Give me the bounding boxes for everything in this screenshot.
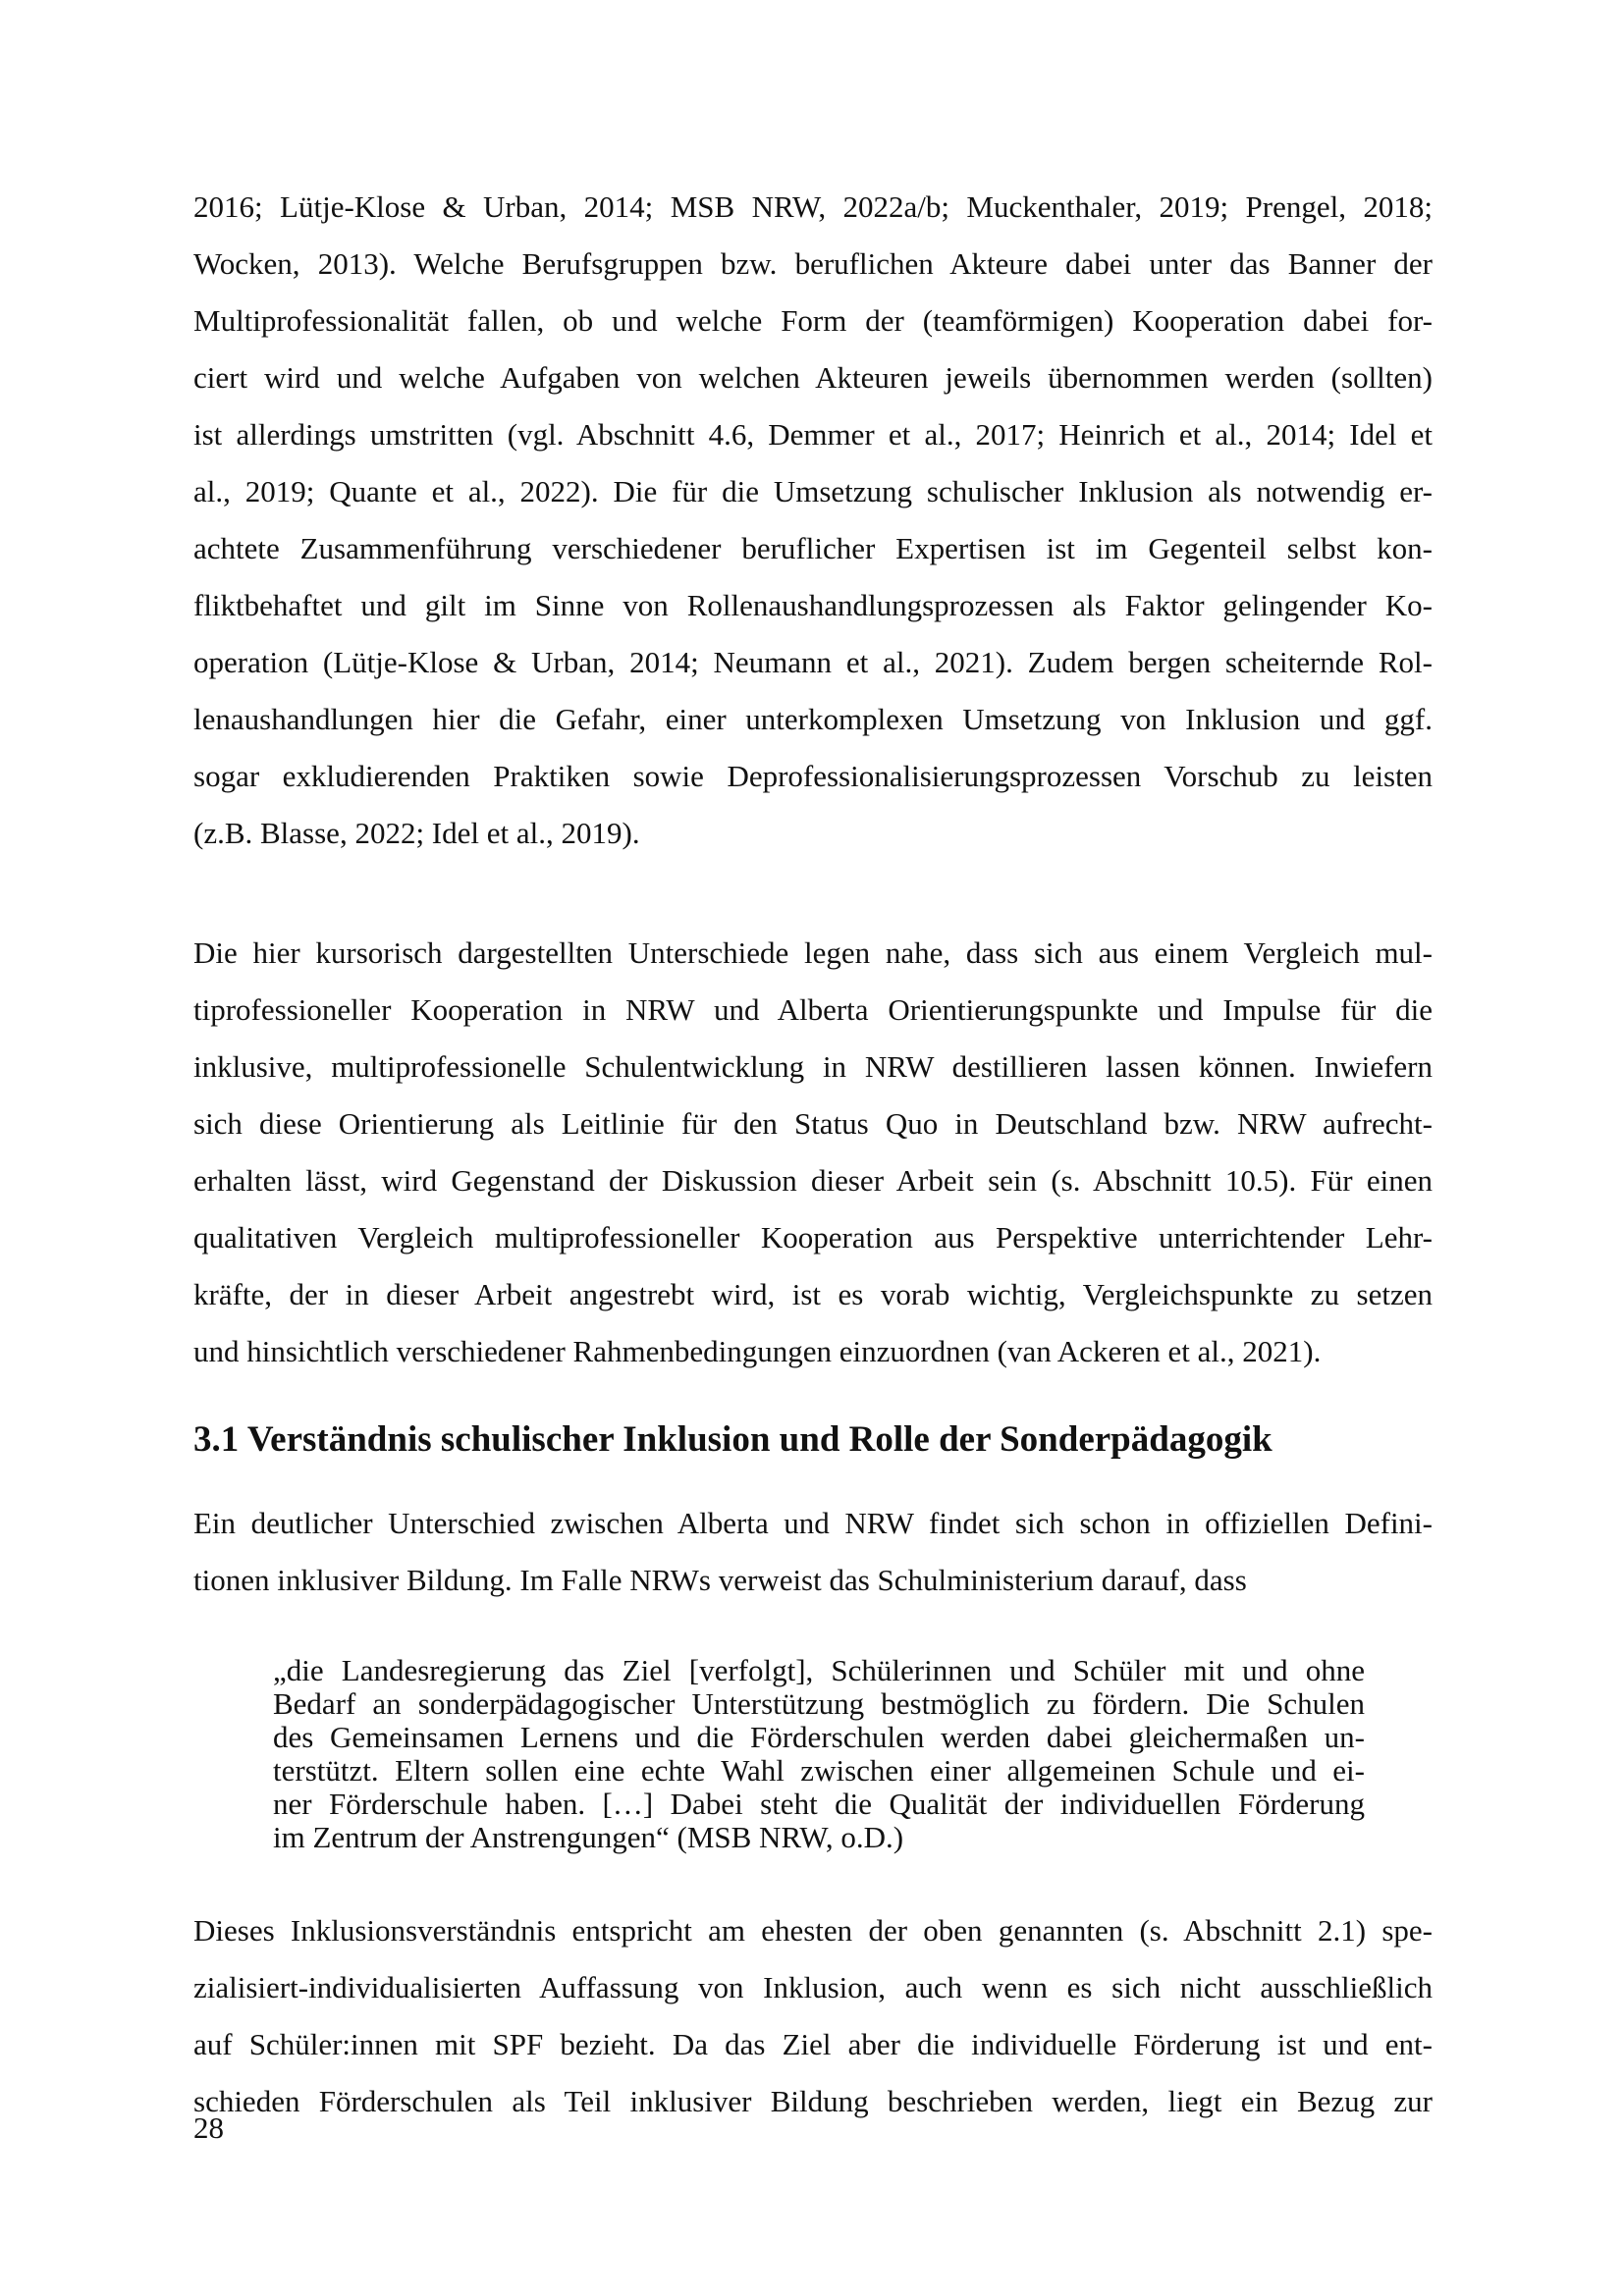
page-number: 28 [193, 2110, 224, 2145]
quote-line: Bedarf an sonderpädagogischer Unterstützung bestmöglich zu fördern. Die Schulen [273, 1686, 1365, 1721]
text-line: Dieses Inklusionsverständnis entspricht am ehesten der oben genannten (s. Abschnitt 2.1) spe- [193, 1913, 1433, 1948]
quote-line: „die Landesregierung das Ziel [verfolgt], Schülerinnen und Schüler mit und ohne [273, 1653, 1365, 1687]
paragraph-3 [193, 1495, 1433, 1609]
text-line: (z.B. Blasse, 2022; Idel et al., 2019). [193, 816, 640, 850]
text-line: ciert wird und welche Aufgaben von welchen Akteuren jeweils übernommen werden (sollten) [193, 360, 1433, 395]
text-line: fliktbehaftet und gilt im Sinne von Rollenaushandlungsprozessen als Faktor gelingender Ko- [193, 588, 1433, 622]
text-line: auf Schüler:innen mit SPF bezieht. Da das Ziel aber die individuelle Förderung ist und ent- [193, 2027, 1433, 2061]
text-line: sogar exkludierenden Praktiken sowie Deprofessionalisierungsprozessen Vorschub zu leisten [193, 759, 1433, 793]
quote-line: ner Förderschule haben. […] Dabei steht die Qualität der individuellen Förderung [273, 1787, 1365, 1821]
quote-line: des Gemeinsamen Lernens und die Förderschulen werden dabei gleichermaßen un- [273, 1720, 1365, 1754]
text-line: kräfte, der in dieser Arbeit angestrebt wird, ist es vorab wichtig, Vergleichspunkte zu setzen [193, 1277, 1433, 1311]
text-line: qualitativen Vergleich multiprofessioneller Kooperation aus Perspektive unterrichtender Lehr- [193, 1220, 1433, 1255]
paragraph-4 [193, 1902, 1433, 2130]
text-line: Die hier kursorisch dargestellten Unterschiede legen nahe, dass sich aus einem Vergleich mul- [193, 935, 1433, 970]
section-heading: 3.1 Verständnis schulischer Inklusion und Rolle der Sonderpädagogik [193, 1419, 1272, 1460]
text-line: schieden Förderschulen als Teil inklusiver Bildung beschrieben werden, liegt ein Bezug zur [193, 2084, 1433, 2118]
text-line: erhalten lässt, wird Gegenstand der Diskussion dieser Arbeit sein (s. Abschnitt 10.5). Für einen [193, 1163, 1433, 1198]
text-line: 2016; Lütje-Klose & Urban, 2014; MSB NRW, 2022a/b; Muckenthaler, 2019; Prengel, 2018; [193, 189, 1433, 224]
text-line: ist allerdings umstritten (vgl. Abschnitt 4.6, Demmer et al., 2017; Heinrich et al., 2014; Idel et [193, 417, 1433, 452]
text-line: tionen inklusiver Bildung. Im Falle NRWs verweist das Schulministerium darauf, dass [193, 1563, 1247, 1597]
text-line: Multiprofessionalität fallen, ob und welche Form der (teamförmigen) Kooperation dabei for- [193, 303, 1433, 338]
text-line: operation (Lütje-Klose & Urban, 2014; Neumann et al., 2021). Zudem bergen scheiternde Rol- [193, 645, 1433, 679]
quote-line: im Zentrum der Anstrengungen“ (MSB NRW, o.D.) [273, 1820, 904, 1854]
quote-line: terstützt. Eltern sollen eine echte Wahl zwischen einer allgemeinen Schule und ei- [273, 1753, 1365, 1788]
text-line: achtete Zusammenführung verschiedener beruflicher Expertisen ist im Gegenteil selbst kon- [193, 531, 1433, 565]
paragraph-2 [193, 925, 1433, 1380]
text-line: sich diese Orientierung als Leitlinie für den Status Quo in Deutschland bzw. NRW aufrecht- [193, 1106, 1433, 1141]
text-line: inklusive, multiprofessionelle Schulentwicklung in NRW destillieren lassen können. Inwiefern [193, 1049, 1433, 1084]
text-line: Ein deutlicher Unterschied zwischen Alberta und NRW findet sich schon in offiziellen Defini- [193, 1506, 1433, 1540]
block-quote [273, 1654, 1365, 1854]
text-line: lenaushandlungen hier die Gefahr, einer unterkomplexen Umsetzung von Inklusion und ggf. [193, 702, 1433, 736]
text-line: tiprofessioneller Kooperation in NRW und Alberta Orientierungspunkte und Impulse für die [193, 992, 1433, 1027]
text-line: zialisiert-individualisierten Auffassung von Inklusion, auch wenn es sich nicht ausschließlich [193, 1970, 1433, 2004]
text-line: Wocken, 2013). Welche Berufsgruppen bzw. beruflichen Akteure dabei unter das Banner der [193, 246, 1433, 281]
paragraph-1 [193, 179, 1433, 862]
text-line: und hinsichtlich verschiedener Rahmenbedingungen einzuordnen (van Ackeren et al., 2021). [193, 1334, 1322, 1368]
text-line: al., 2019; Quante et al., 2022). Die für die Umsetzung schulischer Inklusion als notwendig er- [193, 474, 1433, 508]
